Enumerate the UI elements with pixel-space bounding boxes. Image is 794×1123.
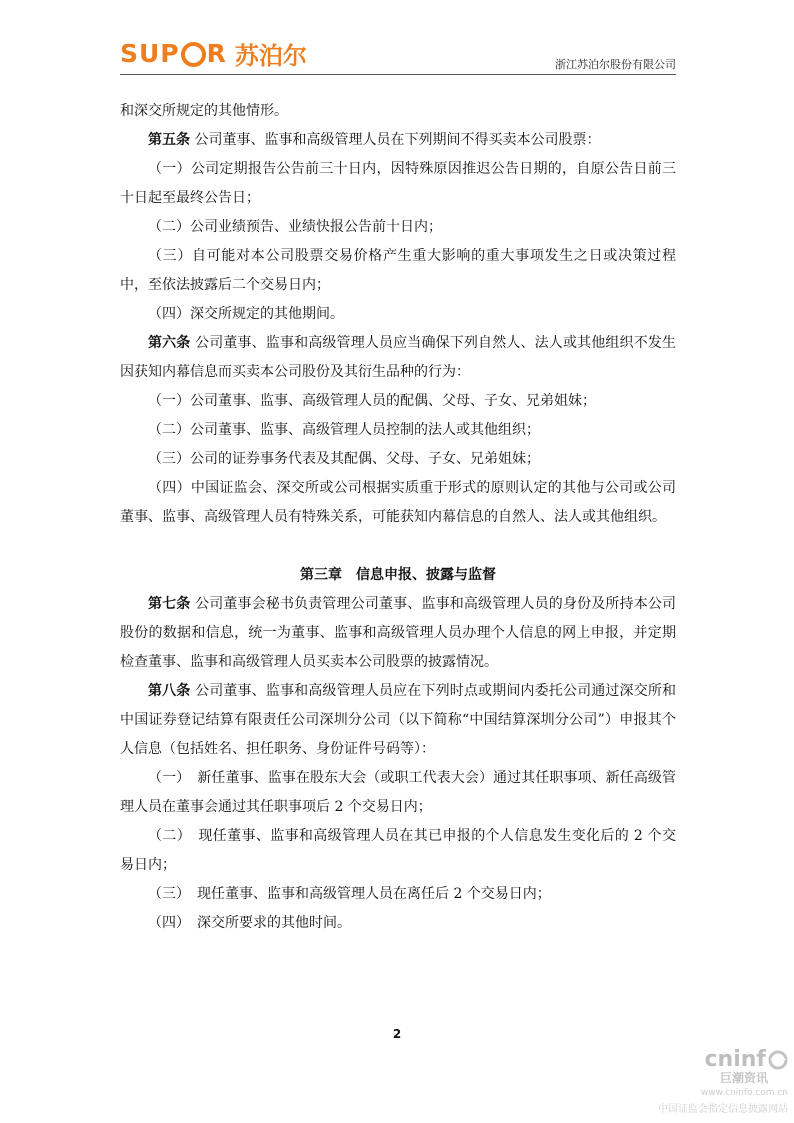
cninfo-url: www.cninfo.com.cn (700, 1088, 788, 1098)
list-item: （二） 现任董事、监事和高级管理人员在其已申报的个人信息发生变化后的 2 个交易日内； (120, 828, 676, 873)
list-item: （二）公司董事、监事、高级管理人员控制的法人或其他组织； (148, 422, 540, 438)
cninfo-slogan: 中国证监会指定信息披露网站 (658, 1104, 788, 1115)
list-item: （三） 现任董事、监事和高级管理人员在离任后 2 个交易日内； (148, 886, 551, 902)
supor-logo (120, 36, 307, 71)
page-number: 2 (392, 1027, 402, 1041)
article-paragraph: 第五条 公司董事、监事和高级管理人员在下列期间不得买卖本公司股票： (148, 132, 601, 148)
cninfo-logo-text: cninf (704, 1047, 766, 1072)
logo-latin-end: R (206, 39, 227, 68)
cninfo-swirl-icon (768, 1050, 788, 1070)
page-header (120, 32, 676, 74)
list-item: （一）公司定期报告公告前三十日内，因特殊原因推迟公告日期的，自原公告日前三十日起至最终公告日； (120, 161, 676, 206)
list-item: （四）中国证监会、深交所或公司根据实质重于形式的原则认定的其他与公司或公司董事、监事、高级管理人员有特殊关系，可能获知内幕信息的自然人、法人或其他组织。 (120, 480, 676, 525)
list-item: （一） 新任董事、监事在股东大会（或职工代表大会）通过其任职事项、新任高级管理人员在董事会通过其任职事项后 2 个交易日内； (120, 770, 676, 815)
list-item: （三）自可能对本公司股票交易价格产生重大影响的重大事项发生之日或决策过程中，至依法披露后二个交易日内； (120, 248, 676, 293)
header-divider (120, 74, 676, 75)
company-name: 浙江苏泊尔股份有限公司 (555, 58, 676, 71)
cninfo-watermark (638, 1047, 788, 1115)
document-body (120, 97, 676, 938)
article-label: 第七条 (148, 596, 191, 612)
list-item: （四）深交所规定的其他期间。 (148, 306, 344, 322)
list-item: （四） 深交所要求的其他时间。 (148, 915, 351, 931)
logo-o-ring-icon (181, 42, 206, 67)
list-item: （一）公司董事、监事、高级管理人员的配偶、父母、子女、兄弟姐妹； (148, 393, 596, 409)
chapter-heading: 第三章 信息申报、披露与监督 (300, 567, 496, 583)
paragraph: 和深交所规定的其他情形。 (120, 103, 288, 119)
article-paragraph: 第六条 公司董事、监事和高级管理人员应当确保下列自然人、法人或其他组织不发生因获知内幕信息而买卖本公司股份及其衍生品种的行为： (120, 335, 677, 380)
article-paragraph: 第八条 公司董事、监事和高级管理人员应在下列时点或期间内委托公司通过深交所和中国证券登记结算有限责任公司深圳分公司（以下简称“中国结算深圳分公司”）申报其个人信息（包括姓名、担任职务、身份证件号码等）： (120, 683, 677, 757)
list-item: （三）公司的证券事务代表及其配偶、父母、子女、兄弟姐妹； (148, 451, 540, 467)
article-label: 第六条 (148, 335, 191, 351)
logo-chinese-name: 苏泊尔 (234, 42, 307, 70)
article-label: 第八条 (148, 683, 191, 699)
article-label: 第五条 (148, 132, 190, 148)
cninfo-chinese-name: 巨潮资讯 (719, 1071, 768, 1085)
article-paragraph: 第七条 公司董事会秘书负责管理公司董事、监事和高级管理人员的身份及所持本公司股份的数据和信息，统一为董事、监事和高级管理人员办理个人信息的网上申报，并定期检查董事、监事和高级管理人员买卖本公司股票的披露情况。 (120, 596, 677, 670)
list-item: （二）公司业绩预告、业绩快报公告前十日内； (148, 219, 442, 235)
logo-latin-start: SUP (120, 39, 180, 68)
